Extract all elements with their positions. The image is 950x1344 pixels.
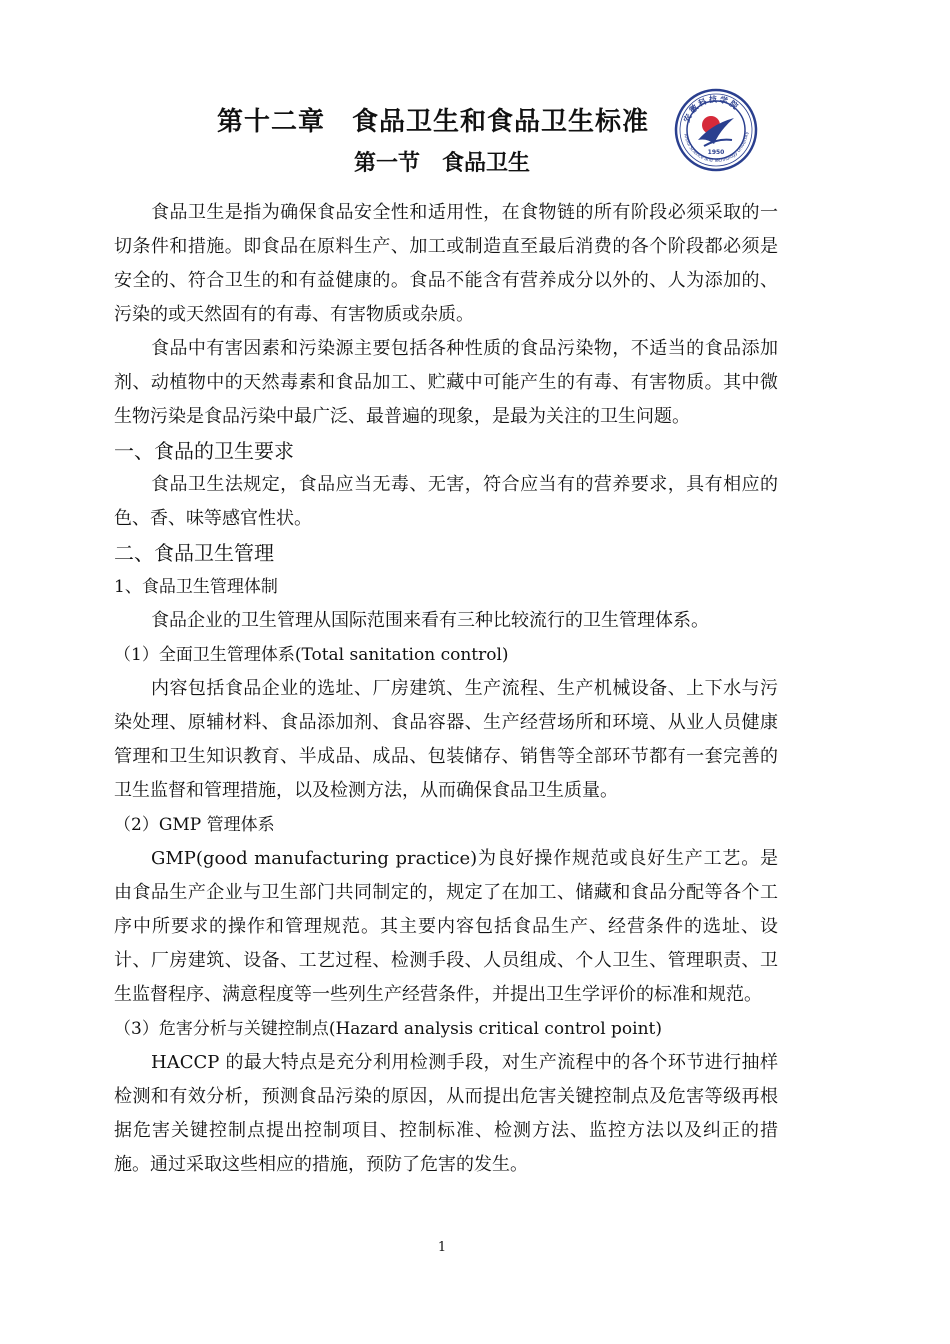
document-body — [114, 196, 778, 1182]
section-title: 第一节 食品卫生 — [353, 151, 530, 176]
paragraph: 食品卫生是指为确保食品安全性和适用性，在食物链的所有阶段必须采取的一切条件和措施。即食品在原料生产、加工或制造直至最后消费的各个阶段都必须是安全的、符合卫生的和有益健康的。食品不能含有营养成分以外的、人为添加的、污染的或天然固有的有毒、有害物质或杂质。 — [114, 202, 778, 325]
seal-year: 1950 — [707, 149, 725, 156]
subsection-heading: 1、食品卫生管理体制 — [114, 577, 278, 597]
paragraph: HACCP 的最大特点是充分利用检测手段，对生产流程中的各个环节进行抽样检测和有效分析，预测食品污染的原因，从而提出危害关键控制点及危害等级再根据危害关键控制点提出控制项目、控制标准、检测方法、监控方法以及纠正的措施。通过采取这些相应的措施，预防了危害的发生。 — [114, 1052, 778, 1175]
seal-english-text: Anhui Science and Technology University — [682, 131, 750, 165]
page-number: 1 — [437, 1240, 447, 1255]
university-seal-icon — [674, 88, 758, 172]
seal-name-text: 安徽科技学院 — [681, 93, 742, 124]
chapter-title: 第十二章 食品卫生和食品卫生标准 — [216, 107, 649, 137]
paragraph: 食品卫生法规定，食品应当无毒、无害，符合应当有的营养要求，具有相应的色、香、味等感官性状。 — [114, 474, 778, 529]
subsection-heading: （3）危害分析与关键控制点(Hazard analysis critical control point) — [114, 1019, 663, 1039]
subsection-heading: （2）GMP 管理体系 — [114, 815, 275, 835]
paragraph: 食品中有害因素和污染源主要包括各种性质的食品污染物，不适当的食品添加剂、动植物中的天然毒素和食品加工、贮藏中可能产生的有毒、有害物质。其中微生物污染是食品污染中最广泛、最普遍的现象，是最为关注的卫生问题。 — [114, 338, 778, 427]
section-heading: 二、食品卫生管理 — [114, 541, 274, 565]
paragraph: 内容包括食品企业的选址、厂房建筑、生产流程、生产机械设备、上下水与污染处理、原辅材料、食品添加剂、食品容器、生产经营场所和环境、从业人员健康管理和卫生知识教育、半成品、成品、包装储存、销售等全部环节都有一套完善的卫生监督和管理措施，以及检测方法，从而确保食品卫生质量。 — [114, 678, 778, 801]
section-heading: 一、食品的卫生要求 — [114, 439, 294, 463]
subsection-heading: （1）全面卫生管理体系(Total sanitation control) — [114, 645, 509, 665]
paragraph: 食品企业的卫生管理从国际范围来看有三种比较流行的卫生管理体系。 — [151, 610, 709, 631]
paragraph: GMP(good manufacturing practice)为良好操作规范或良好生产工艺。是由食品生产企业与卫生部门共同制定的，规定了在加工、储藏和食品分配等各个工序中所要求的操作和管理规范。其主要内容包括食品生产、经营条件的选址、设计、厂房建筑、设备、工艺过程、检测手段、人员组成、个人卫生、管理职责、卫生监督程序、满意程度等一些列生产经营条件，并提出卫生学评价的标准和规范。 — [114, 848, 778, 1005]
